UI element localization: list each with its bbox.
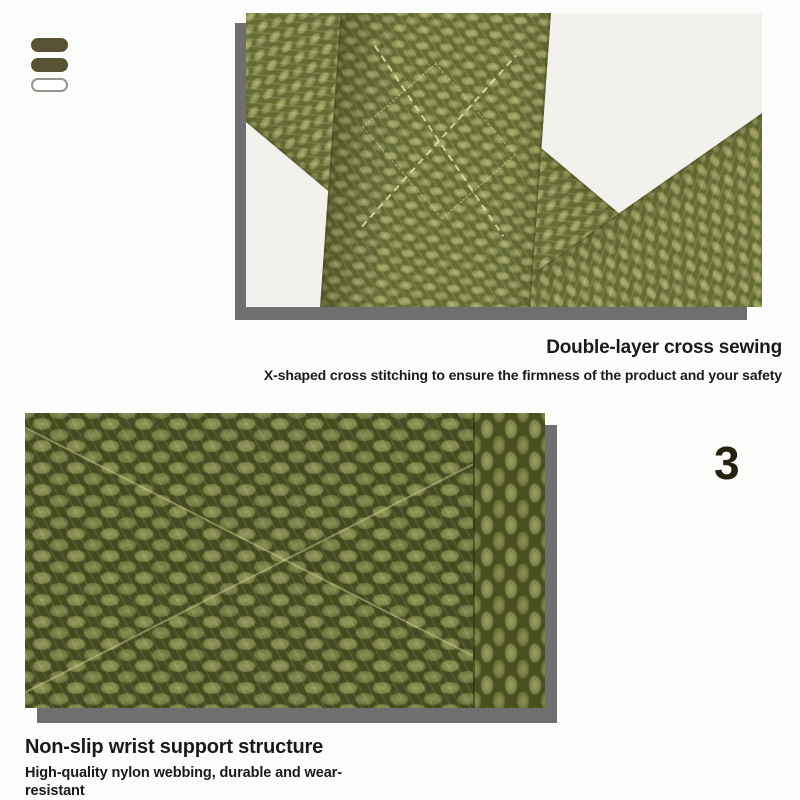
slide-pill-1-icon <box>31 38 68 52</box>
webbing-selvage-edge <box>473 413 545 708</box>
top-caption-heading: Double-layer cross sewing <box>546 337 782 358</box>
top-caption <box>162 337 782 383</box>
slide-indicator <box>31 38 68 98</box>
bottom-photo-wrap <box>25 413 583 725</box>
slide-pill-2-icon <box>31 58 68 72</box>
top-photo-cross-sewing <box>246 13 762 307</box>
bottom-photo-webbing-macro <box>25 413 545 708</box>
webbing-stitch-line-2 <box>25 413 545 708</box>
bottom-caption <box>25 736 377 800</box>
step-number: 3 <box>714 437 740 489</box>
bottom-caption-heading: Non-slip wrist support structure <box>25 736 324 758</box>
slide-pill-3-icon <box>31 78 68 92</box>
top-caption-subheading: X-shaped cross stitching to ensure the firmness of the product and your safety <box>263 367 782 383</box>
x-cross-stitching <box>348 42 530 238</box>
bottom-caption-subheading: High-quality nylon webbing, durable and wear-resistant <box>25 765 342 799</box>
